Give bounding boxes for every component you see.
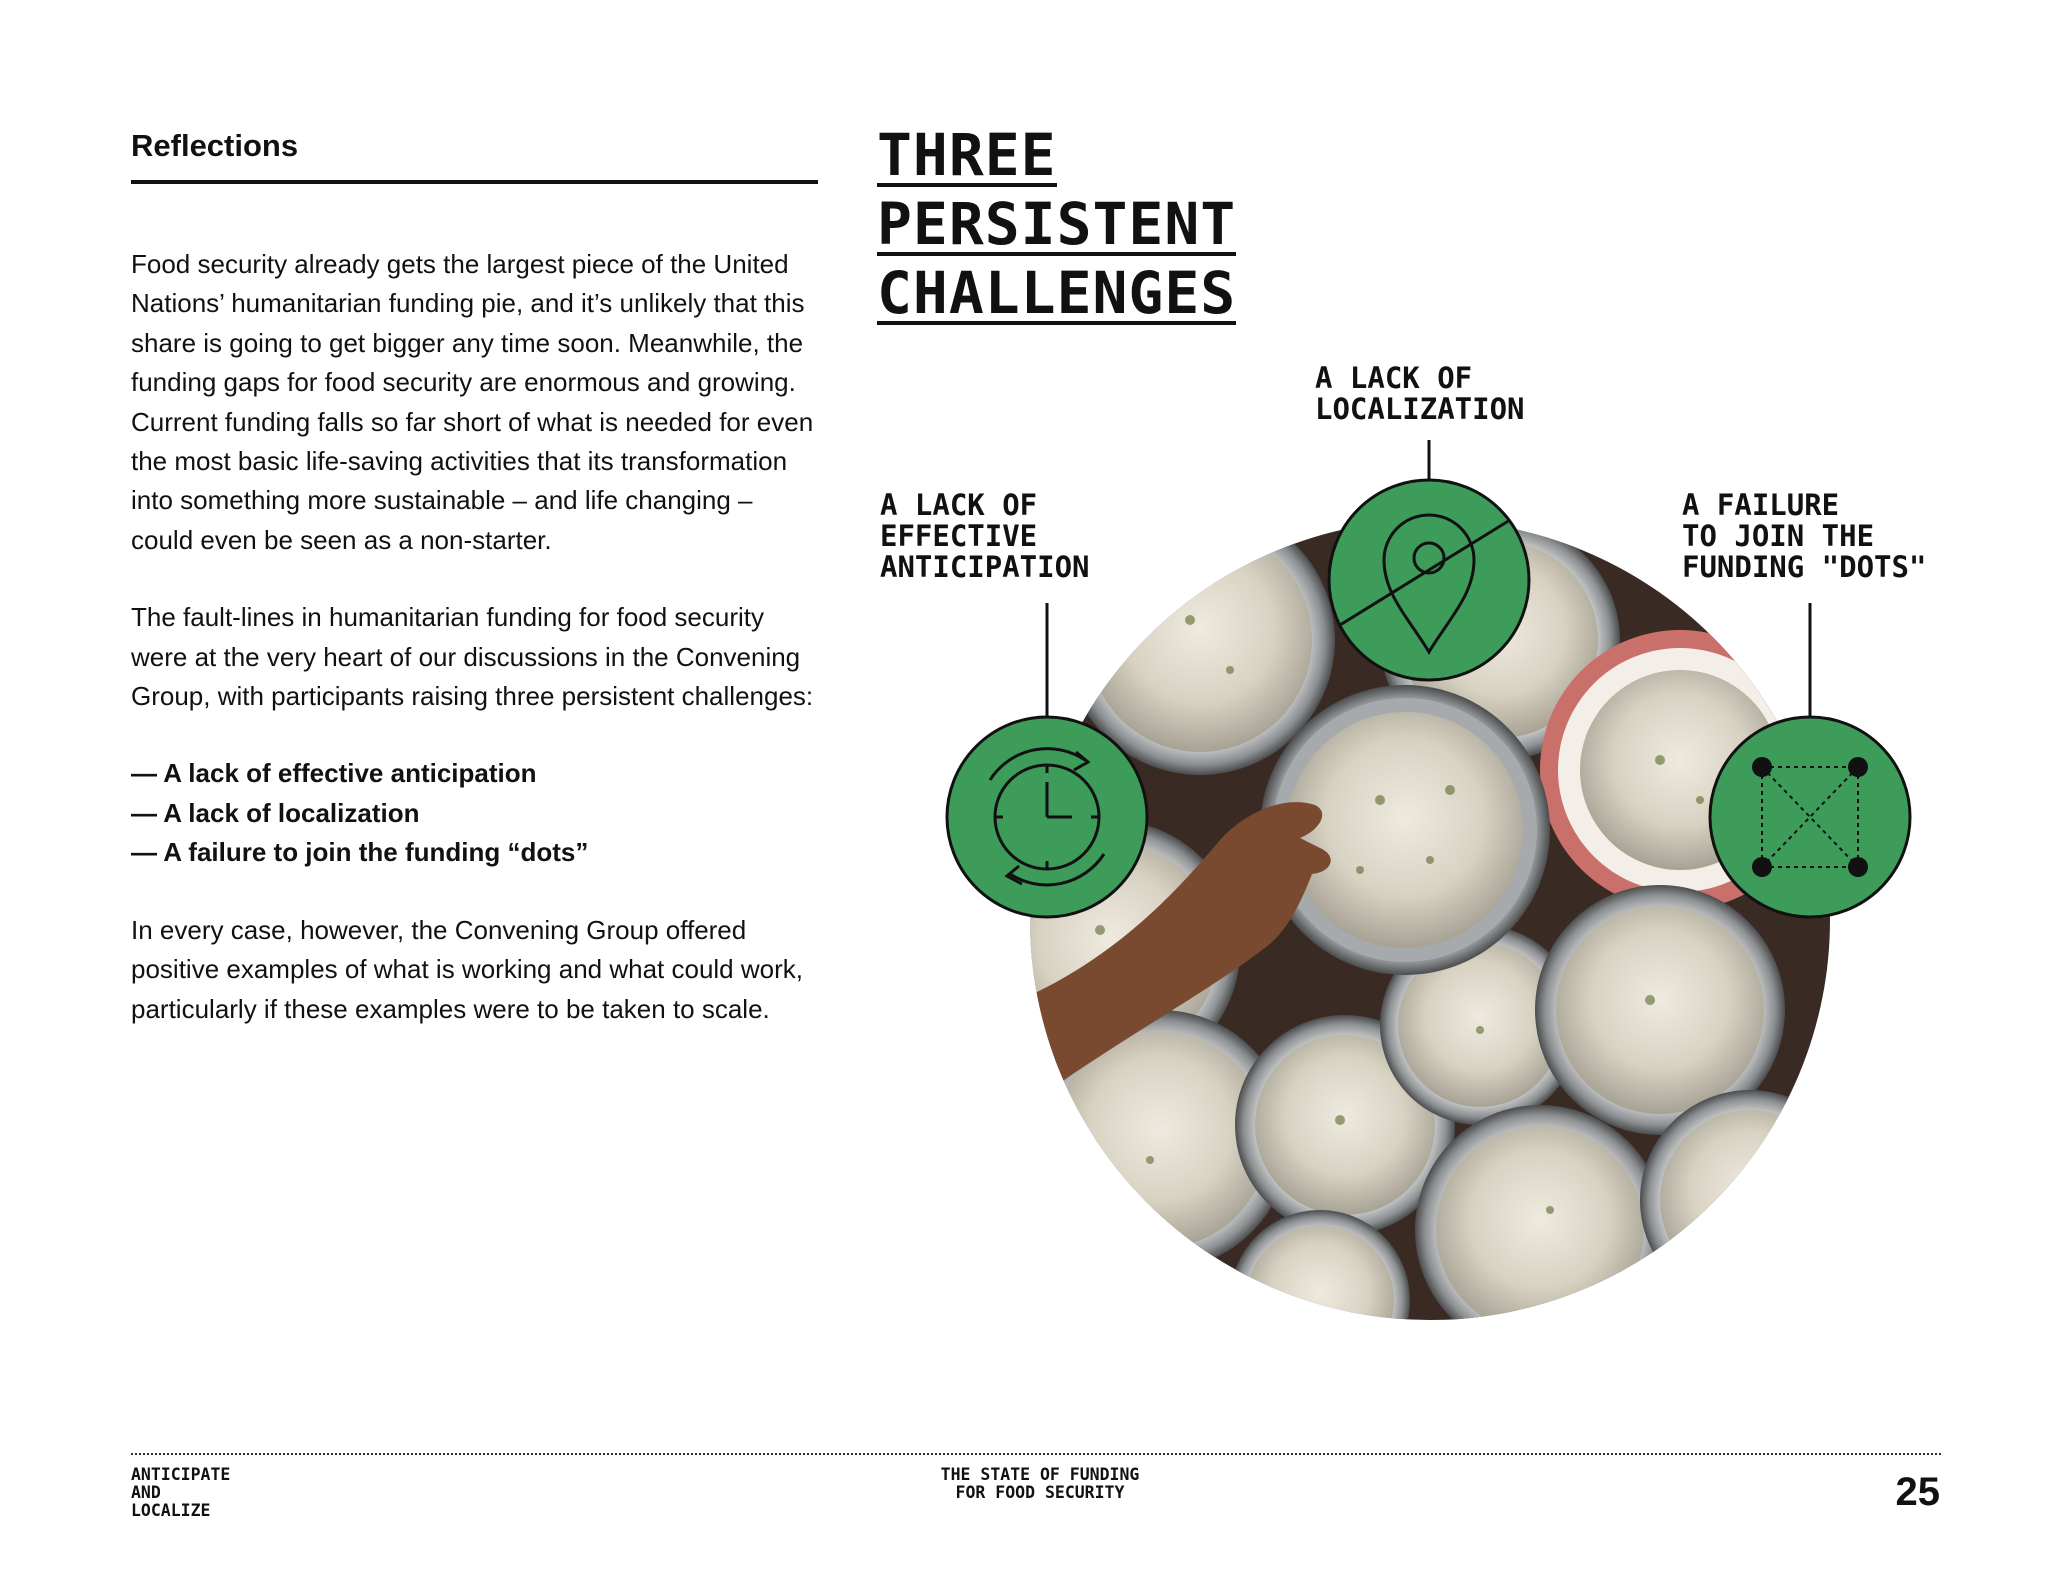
footer-report-title: THE STATE OF FUNDING FOR FOOD SECURITY (940, 1465, 1140, 1502)
label-anticipation: A LACK OF EFFECTIVE ANTICIPATION (880, 488, 1090, 584)
list-item: — A lack of localization (131, 797, 420, 828)
label-localization: A LACK OF LOCALIZATION (1315, 361, 1525, 426)
footer-section-title: ANTICIPATE AND LOCALIZE (131, 1465, 231, 1520)
footer-divider (131, 1453, 1941, 1455)
title-line: CHALLENGES (877, 259, 1237, 327)
title-line: PERSISTENT (877, 190, 1237, 258)
list-item: — A failure to join the funding “dots” (131, 837, 589, 868)
bowl (1640, 1090, 1860, 1310)
bowl (1230, 1210, 1410, 1390)
paragraph-1: Food security already gets the largest piece of the United Nations’ humanitarian funding pie, and it’s unlikely that this share is going to get bigger any time soon. Meanwhile, the funding gaps for food security are enormous and growing. Current funding falls so far short of what is needed for even the most basic life-saving activities that its transformation into something more sustainable – and life changing – could even be seen as a non-starter. (131, 249, 814, 555)
list-item: — A lack of effective anticipation (131, 758, 537, 789)
location-pin-icon (1329, 480, 1529, 680)
paragraph-2: The fault-lines in humanitarian funding for food security were at the very heart of our discussions in the Convening Group, with participants raising three persistent challenges: (131, 602, 814, 712)
page-number: 25 (1895, 1470, 1940, 1514)
label-funding-dots: A FAILURE TO JOIN THE FUNDING "DOTS" (1682, 488, 1927, 584)
connected-dots-icon (1710, 717, 1910, 917)
bowl (1415, 1105, 1665, 1355)
title-line: THREE (877, 121, 1057, 189)
paragraph-3: In every case, however, the Convening Group offered positive examples of what is working and what could work, particularly if these examples were to be taken to scale. (131, 914, 803, 1024)
section-heading: Reflections (131, 128, 818, 184)
clock-cycle-icon (947, 717, 1147, 917)
